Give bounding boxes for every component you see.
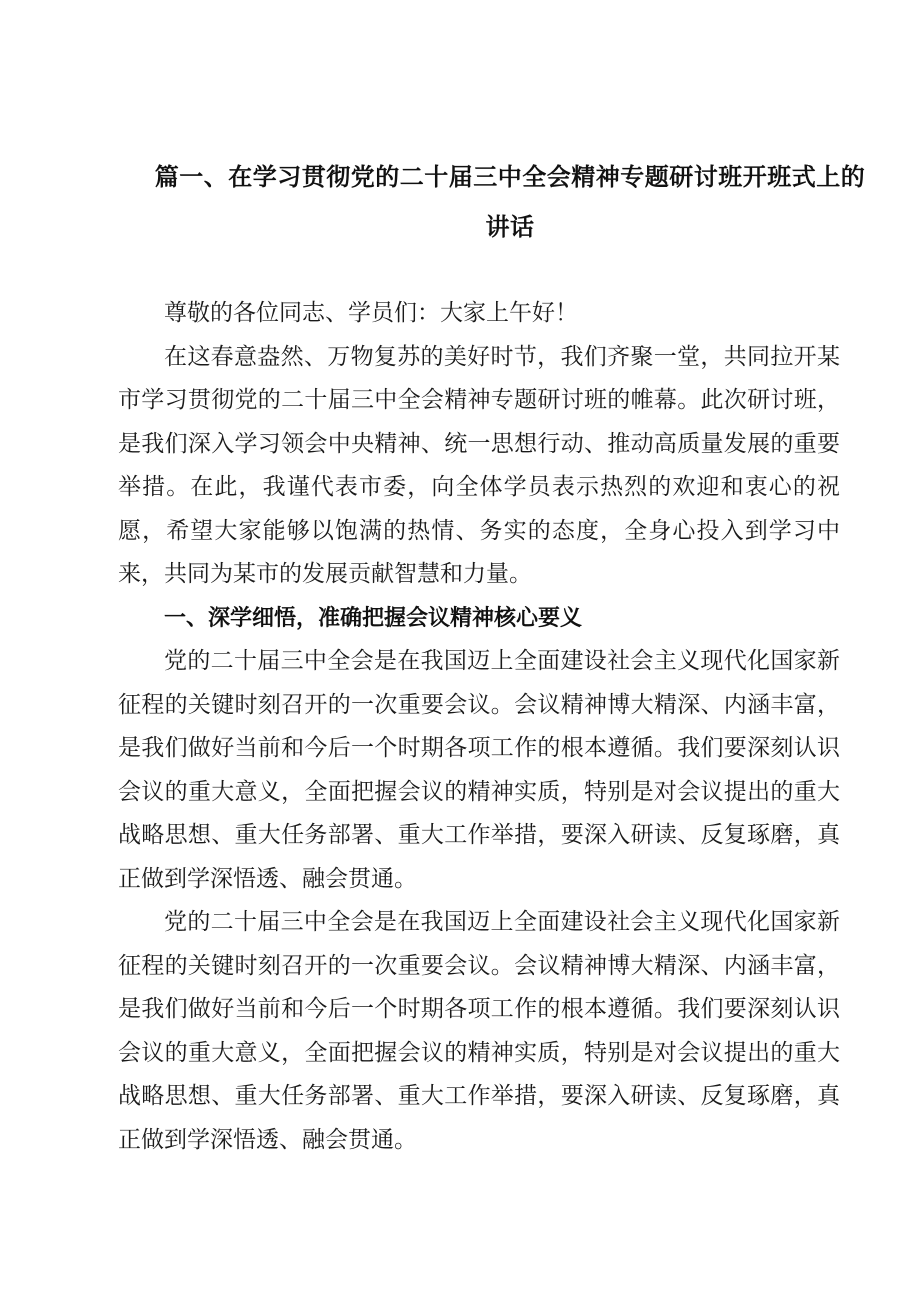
title-line-2: 讲话 <box>485 213 535 241</box>
body-paragraph-2: 党的二十届三中全会是在我国迈上全面建设社会主义现代化国家新征程的关键时刻召开的一次重要会议。会议精神博大精深、内涵丰富，是我们做好当前和今后一个时期各项工作的根本遵循。我们要深刻认识会议的重大意义，全面把握会议的精神实质，特别是对会议提出的重大战略思想、重大任务部署、重大工作举措，要深入研读、反复琢磨，真正做到学深悟透、融会贯通。 <box>118 909 840 1153</box>
document-title <box>150 152 870 252</box>
intro-paragraph: 在这春意盎然、万物复苏的美好时节，我们齐聚一堂，共同拉开某市学习贯彻党的二十届三中全会精神专题研讨班的帷幕。此次研讨班，是我们深入学习领会中央精神、统一思想行动、推动高质量发展的重要举措。在此，我谨代表市委，向全体学员表示热烈的欢迎和衷心的祝愿，希望大家能够以饱满的热情、务实的态度，全身心投入到学习中来，共同为某市的发展贡献智慧和力量。 <box>118 343 840 587</box>
body-paragraph-1: 党的二十届三中全会是在我国迈上全面建设社会主义现代化国家新征程的关键时刻召开的一次重要会议。会议精神博大精深、内涵丰富，是我们做好当前和今后一个时期各项工作的根本遵循。我们要深刻认识会议的重大意义，全面把握会议的精神实质，特别是对会议提出的重大战略思想、重大任务部署、重大工作举措，要深入研读、反复琢磨，真正做到学深悟透、融会贯通。 <box>118 648 840 892</box>
section-heading: 一、深学细悟，准确把握会议精神核心要义 <box>164 605 583 631</box>
document-body <box>118 292 840 1162</box>
greeting-paragraph: 尊敬的各位同志、学员们：大家上午好！ <box>164 300 578 326</box>
title-line-1: 篇一、在学习贯彻党的二十届三中全会精神专题研讨班开班式上的 <box>154 163 866 191</box>
